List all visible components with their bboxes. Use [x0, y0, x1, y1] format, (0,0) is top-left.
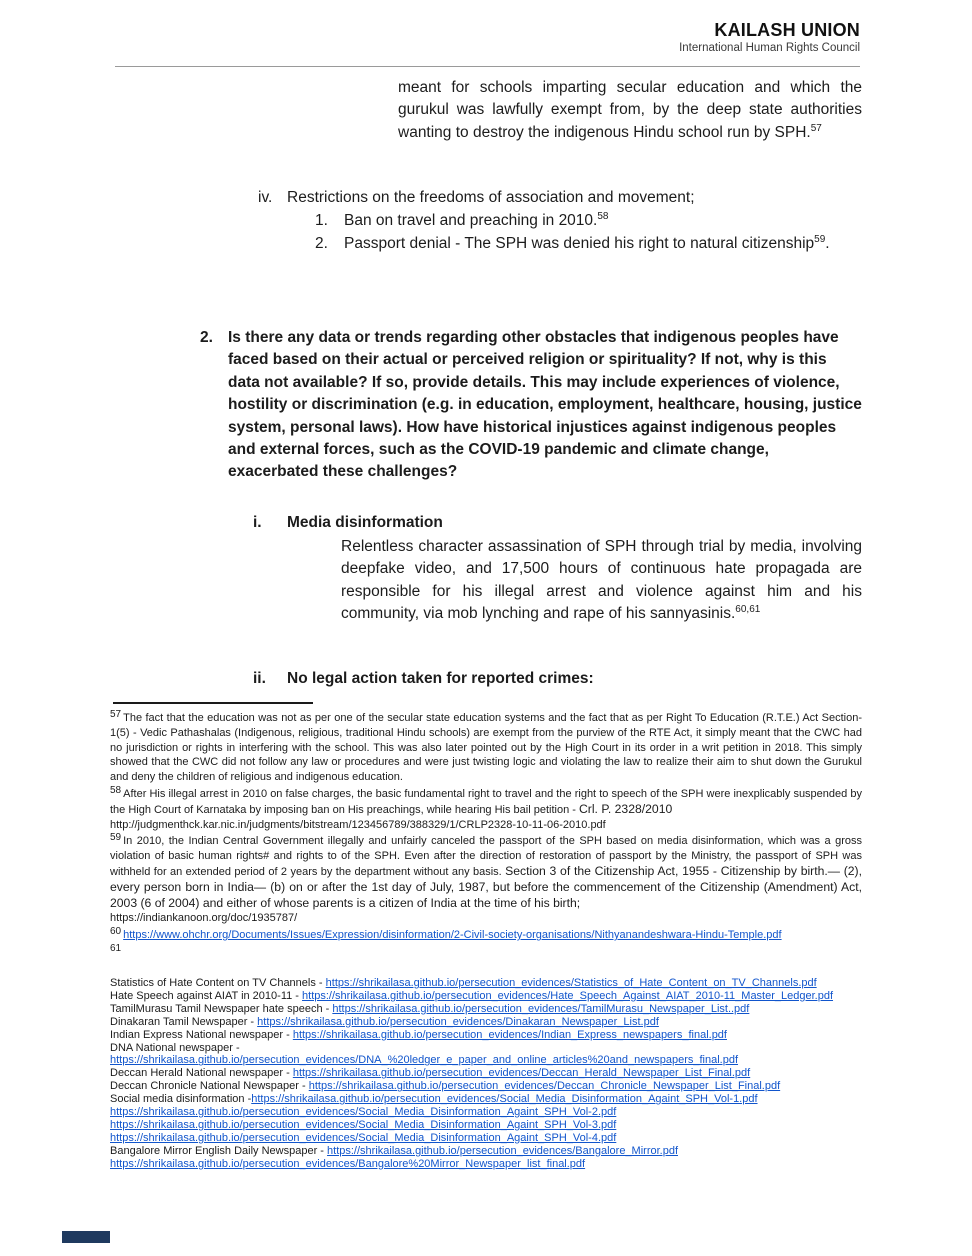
- footnote-ref-57: 57: [810, 122, 822, 134]
- media-paragraph-text: Relentless character assassination of SPH through trial by media, involving deepfake video, and 17,500 hours of continuous hate propagada are responsible for his illegal arrest and violence against him and his community, via mob lynching and rape of his sannyasinis.: [341, 538, 862, 623]
- evidence-link[interactable]: https://shrikailasa.github.io/persecution_evidences/Bangalore%20Mirror_Newspaper_list_final.pdf: [110, 1157, 586, 1170]
- evidence-link[interactable]: https://shrikailasa.github.io/persecution_evidences/Hate_Speech_Against_AIAT_2010-11_Master_Ledger.pdf: [302, 989, 834, 1002]
- intro-paragraph-text: meant for schools imparting secular education and which the gurukul was lawfully exempt from, by the deep state authorities wanting to destroy the indigenous Hindu school run by SPH.: [398, 79, 862, 141]
- footnote-ref-59: 59: [814, 234, 826, 245]
- evidence-link-label: Bangalore Mirror English Daily Newspaper -: [110, 1144, 328, 1157]
- evidence-link[interactable]: https://shrikailasa.github.io/persecution_evidences/TamilMurasu_Newspaper_List..pdf: [332, 1002, 750, 1015]
- footnote-58-number: 58: [110, 784, 122, 796]
- passport-denial-period: .: [825, 235, 830, 252]
- evidence-link-row-social-media-vol1: [110, 1093, 910, 1106]
- evidence-link[interactable]: https://shrikailasa.github.io/persecution_evidences/DNA_%20ledger_e_paper_and_online_articles%20and_newspapers_final.pdf: [110, 1054, 739, 1067]
- footnote-60: [110, 928, 862, 943]
- footnote-61-number: 61: [110, 942, 122, 954]
- footnote-57-text: The fact that the education was not as per one of the secular state education systems and the fact that as per Right To Education (R.T.E.) Act Section-1(5) - Vedic Pathashalas (Indigenous, religious, traditional Hindu schools) are exempt from the purview of the RTE Act, it simply meant that the CWC had no jurisdiction or rights in interfering with the school. This was also later pointed out by the High Court in its order in a writ petition in 2018. This simply showed that the CWC did not follow any law or procedures and were just twisting logic and violating the law to realize their aim to shut down the Gurukul and deny the children of religious and indigenous education.: [110, 712, 862, 784]
- footnote-divider: [113, 702, 313, 704]
- footnote-58-text: After His illegal arrest in 2010 on false charges, the basic fundamental right to travel and the right to speech of the SPH were inexplicably suspended by the High Court of Karnataka by imposing ban on His preachings, while hearing His bail petition -: [110, 787, 862, 816]
- evidence-link-row-social-media-vol4: [110, 1132, 910, 1145]
- evidence-link-label: Deccan Herald National newspaper -: [110, 1067, 293, 1080]
- footnote-ref-60-61: 60,61: [735, 604, 761, 616]
- list-item-passport-denial-text: [344, 233, 830, 255]
- footnote-61: [110, 942, 862, 960]
- heading-media-disinformation-text: Media disinformation: [287, 514, 443, 531]
- travel-ban-text: Ban on travel and preaching in 2010.: [344, 212, 598, 229]
- footnote-59: [110, 834, 862, 926]
- list-item-travel-ban-text: [344, 210, 608, 232]
- evidence-link-label: DNA National newspaper -: [110, 1041, 240, 1054]
- evidence-link-label: Hate Speech against AIAT in 2010-11 -: [110, 989, 303, 1002]
- evidence-link-label: Indian Express National newspaper -: [110, 1028, 293, 1041]
- footnote-57: [110, 711, 862, 785]
- intro-paragraph: [398, 77, 862, 144]
- evidence-link-label: Statistics of Hate Content on TV Channels -: [110, 977, 326, 989]
- evidence-link[interactable]: https://shrikailasa.github.io/persecution_evidences/Social_Media_Disinformation_Againt_SPH_Vol-1.pdf: [251, 1093, 758, 1106]
- evidence-link-row-statistics: [110, 977, 910, 990]
- evidence-link-row-deccan-herald: [110, 1067, 910, 1080]
- evidence-link-row-hate-speech-aiat: [110, 990, 910, 1003]
- footnote-57-number: 57: [110, 709, 122, 720]
- evidence-link-label: TamilMurasu Tamil Newspaper hate speech -: [110, 1002, 333, 1015]
- media-paragraph: [341, 536, 862, 626]
- evidence-link[interactable]: https://shrikailasa.github.io/persecution_evidences/Social_Media_Disinformation_Againt_SPH_Vol-2.pdf: [110, 1106, 617, 1119]
- evidence-link-label: Dinakaran Tamil Newspaper -: [110, 1015, 258, 1028]
- question-2-marker: 2.: [200, 329, 213, 346]
- list-marker-2: 2.: [315, 235, 328, 252]
- footnotes-section: [110, 711, 862, 962]
- heading-ii-marker: ii.: [253, 670, 266, 687]
- question-2: [200, 327, 862, 484]
- evidence-link-row-bangalore-mirror: [110, 1145, 910, 1158]
- footnote-59-url: https://indiankanoon.org/doc/1935787/: [110, 912, 298, 925]
- heading-media-disinformation: [253, 512, 873, 534]
- list-item-iv: [258, 187, 878, 209]
- org-subtitle: International Human Rights Council: [679, 42, 860, 54]
- footnote-58: [110, 784, 862, 832]
- question-2-text: Is there any data or trends regarding other obstacles that indigenous peoples have faced based on their actual or perceived religion or spirituality? If not, why is this data not available? If so, provide details. This may include experiences of violence, hostility or discrimination (e.g. in education, employment, healthcare, housing, justice system, personal laws). How have historical injustices against indigenous peoples and external forces, such as the COVID-19 pandemic and climate change, exacerbated these challenges?: [228, 329, 862, 481]
- evidence-link-row-dinakaran: [110, 1016, 910, 1029]
- footnote-60-number: 60: [110, 926, 122, 938]
- evidence-link[interactable]: https://shrikailasa.github.io/persecution_evidences/Deccan_Chronicle_Newspaper_List_Final.pdf: [308, 1080, 781, 1093]
- heading-i-marker: i.: [253, 514, 262, 531]
- passport-denial-text: Passport denial - The SPH was denied his right to natural citizenship: [344, 235, 815, 252]
- heading-no-legal-action: [253, 668, 873, 690]
- org-name: KAILASH UNION: [714, 20, 860, 40]
- footnote-59-text: In 2010, the Indian Central Government illegally and unfairly canceled the passport of the SPH based on media disinformation, which was a gross violation of basic human rights# and rights to of the SPH. Even after the direction of restoration of passport by the Ministry, the passport of SPH was withheld for an extended period of 2 years by the department without any basis.: [110, 835, 862, 878]
- list-marker-1: 1.: [315, 212, 328, 229]
- list-marker-iv: iv.: [258, 189, 273, 206]
- footnote-60-link[interactable]: https://www.ohchr.org/Documents/Issues/Expression/disinformation/2-Civil-society-organisations/Nithyanandeshwara-Hindu-Temple.pdf: [123, 929, 782, 942]
- evidence-link-label: Deccan Chronicle National Newspaper -: [110, 1080, 309, 1093]
- evidence-link-row-dna-url: [110, 1054, 910, 1067]
- heading-no-legal-action-text: No legal action taken for reported crimes:: [287, 670, 594, 687]
- evidence-link[interactable]: https://shrikailasa.github.io/persecution_evidences/Deccan_Herald_Newspaper_List_Final.pdf: [292, 1067, 751, 1080]
- evidence-link[interactable]: https://shrikailasa.github.io/persecution_evidences/Bangalore_Mirror.pdf: [327, 1144, 679, 1157]
- footer-accent-bar: [62, 1231, 110, 1243]
- evidence-link-row-bangalore-mirror-list: [110, 1158, 910, 1171]
- letterhead: [679, 20, 860, 54]
- header-divider: [115, 66, 860, 67]
- footnote-59-number: 59: [110, 832, 122, 844]
- footnote-59-statute: Section 3 of the Citizenship Act, 1955 - Citizenship by birth.— (2), every person born in India— (b) on or after the 1st day of July, 1987, but before the commencement of the Citizenship (Amendment) Act, 2003 (6 of 2004) and either of whose parents is a citizen of India at the time of his birth;: [110, 863, 863, 910]
- evidence-link[interactable]: https://shrikailasa.github.io/persecution_evidences/Statistics_of_Hate_Content_on_TV_Channels.pdf: [325, 977, 817, 989]
- footnote-58-case-number: Crl. P. 2328/2010: [578, 801, 673, 816]
- evidence-link[interactable]: https://shrikailasa.github.io/persecution_evidences/Dinakaran_Newspaper_List.pdf: [257, 1015, 659, 1028]
- evidence-links-section: [110, 977, 910, 1171]
- evidence-link-row-tamilmurasu: [110, 1003, 910, 1016]
- footnote-58-url: http://judgmenthck.kar.nic.in/judgments/bitstream/123456789/388329/1/CRLP2328-10-11-06-2010.pdf: [110, 818, 606, 831]
- list-item-passport-denial: [315, 233, 862, 255]
- list-item-iv-text: Restrictions on the freedoms of association and movement;: [287, 189, 695, 206]
- evidence-link-row-social-media-vol2: [110, 1106, 910, 1119]
- evidence-link-row-social-media-vol3: [110, 1119, 910, 1132]
- evidence-link-label: Social media disinformation -: [110, 1093, 252, 1106]
- evidence-link[interactable]: https://shrikailasa.github.io/persecution_evidences/Social_Media_Disinformation_Againt_SPH_Vol-4.pdf: [110, 1131, 617, 1144]
- list-item-travel-ban: [315, 210, 875, 232]
- evidence-link-row-deccan-chronicle: [110, 1080, 910, 1093]
- evidence-link-row-dna-label: [110, 1042, 910, 1055]
- evidence-link[interactable]: https://shrikailasa.github.io/persecution_evidences/Indian_Express_newspapers_final.pdf: [292, 1028, 727, 1041]
- evidence-link-row-indian-express: [110, 1029, 910, 1042]
- evidence-link[interactable]: https://shrikailasa.github.io/persecution_evidences/Social_Media_Disinformation_Againt_SPH_Vol-3.pdf: [110, 1118, 617, 1131]
- footnote-ref-58: 58: [597, 211, 609, 222]
